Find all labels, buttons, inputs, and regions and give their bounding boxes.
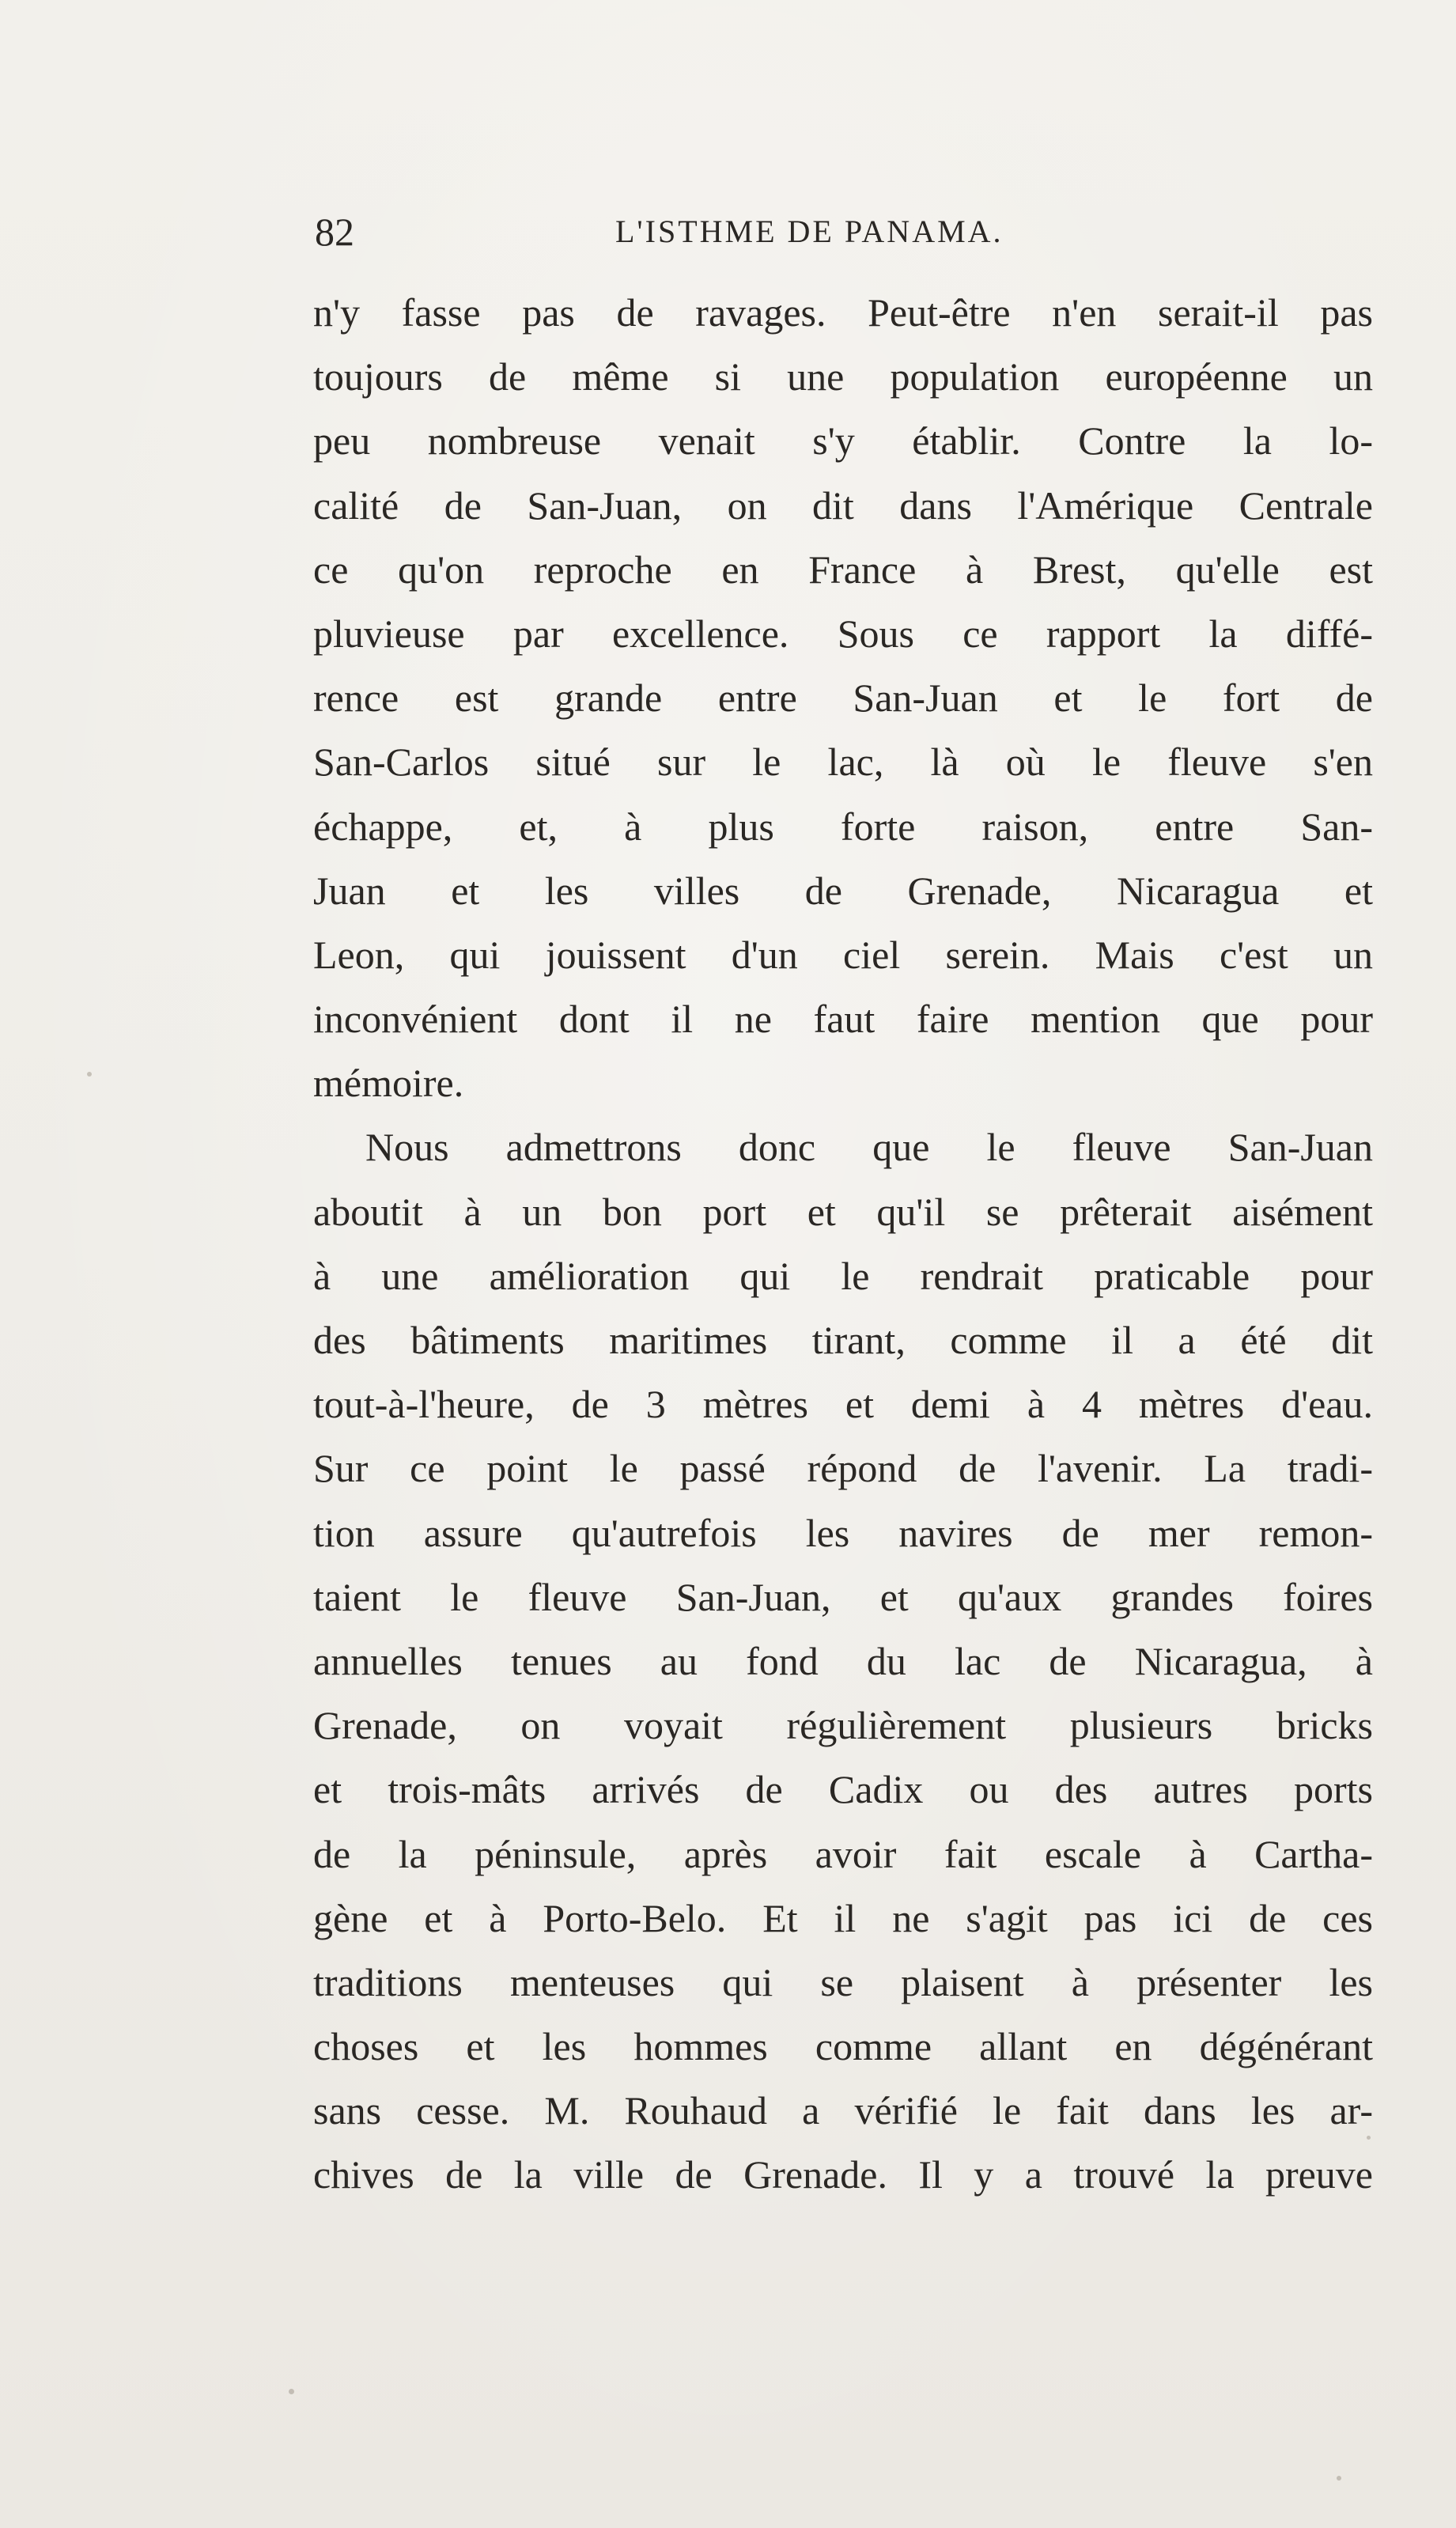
- text-line: mémoire.: [313, 1061, 464, 1106]
- paper-foxing-spot: [1337, 2476, 1341, 2481]
- text-line: de la péninsule, après avoir fait escale à Cartha-: [313, 1831, 1373, 1876]
- running-header: [315, 204, 1375, 259]
- text-line: sans cesse. M. Rouhaud a vérifié le fait dans les ar-: [313, 2088, 1373, 2133]
- text-line: peu nombreuse venait s'y établir. Contre la lo-: [313, 418, 1373, 464]
- text-line: Sur ce point le passé répond de l'avenir. La tradi-: [313, 1446, 1373, 1491]
- text-line: Juan et les villes de Grenade, Nicaragua et: [313, 868, 1373, 913]
- text-line: Leon, qui jouissent d'un ciel serein. Mais c'est un: [313, 932, 1373, 977]
- text-line: aboutit à un bon port et qu'il se prêterait aisément: [313, 1189, 1373, 1234]
- text-line: n'y fasse pas de ravages. Peut-être n'en serait-il pas: [313, 290, 1373, 335]
- text-line: et trois-mâts arrivés de Cadix ou des autres ports: [313, 1767, 1373, 1812]
- running-title: L'ISTHME DE PANAMA.: [615, 214, 1004, 249]
- text-line: Grenade, on voyait régulièrement plusieurs bricks: [313, 1703, 1373, 1748]
- page-number: 82: [315, 210, 354, 254]
- text-line: Nous admettrons donc que le fleuve San-Juan: [365, 1125, 1373, 1170]
- text-line: pluvieuse par excellence. Sous ce rapport la diffé-: [313, 611, 1373, 656]
- text-line: ce qu'on reproche en France à Brest, qu'elle est: [313, 547, 1373, 592]
- text-line: échappe, et, à plus forte raison, entre San-: [313, 804, 1373, 849]
- text-line: tion assure qu'autrefois les navires de mer remon-: [313, 1510, 1373, 1555]
- text-line: des bâtiments maritimes tirant, comme il a été dit: [313, 1318, 1373, 1362]
- text-line: à une amélioration qui le rendrait praticable pour: [313, 1253, 1373, 1298]
- text-line: toujours de même si une population européenne un: [313, 354, 1373, 399]
- paper-foxing-spot: [289, 2389, 294, 2394]
- text-line: traditions menteuses qui se plaisent à présenter les: [313, 1959, 1373, 2004]
- text-line: choses et les hommes comme allant en dégénérant: [313, 2024, 1373, 2069]
- text-line: tout-à-l'heure, de 3 mètres et demi à 4 mètres d'eau.: [313, 1382, 1373, 1427]
- body-text: [313, 281, 1373, 2208]
- paper-foxing-spot: [87, 1072, 92, 1077]
- text-line: San-Carlos situé sur le lac, là où le fleuve s'en: [313, 740, 1373, 785]
- text-line: rence est grande entre San-Juan et le fort de: [313, 676, 1373, 721]
- text-line: inconvénient dont il ne faut faire mention que pour: [313, 997, 1373, 1042]
- text-line: gène et à Porto-Belo. Et il ne s'agit pas ici de ces: [313, 1895, 1373, 1940]
- text-line: chives de la ville de Grenade. Il y a trouvé la preuve: [313, 2152, 1373, 2197]
- text-line: calité de San-Juan, on dit dans l'Amérique Centrale: [313, 483, 1373, 528]
- text-line: annuelles tenues au fond du lac de Nicaragua, à: [313, 1638, 1373, 1683]
- text-line: taient le fleuve San-Juan, et qu'aux grandes foires: [313, 1574, 1373, 1619]
